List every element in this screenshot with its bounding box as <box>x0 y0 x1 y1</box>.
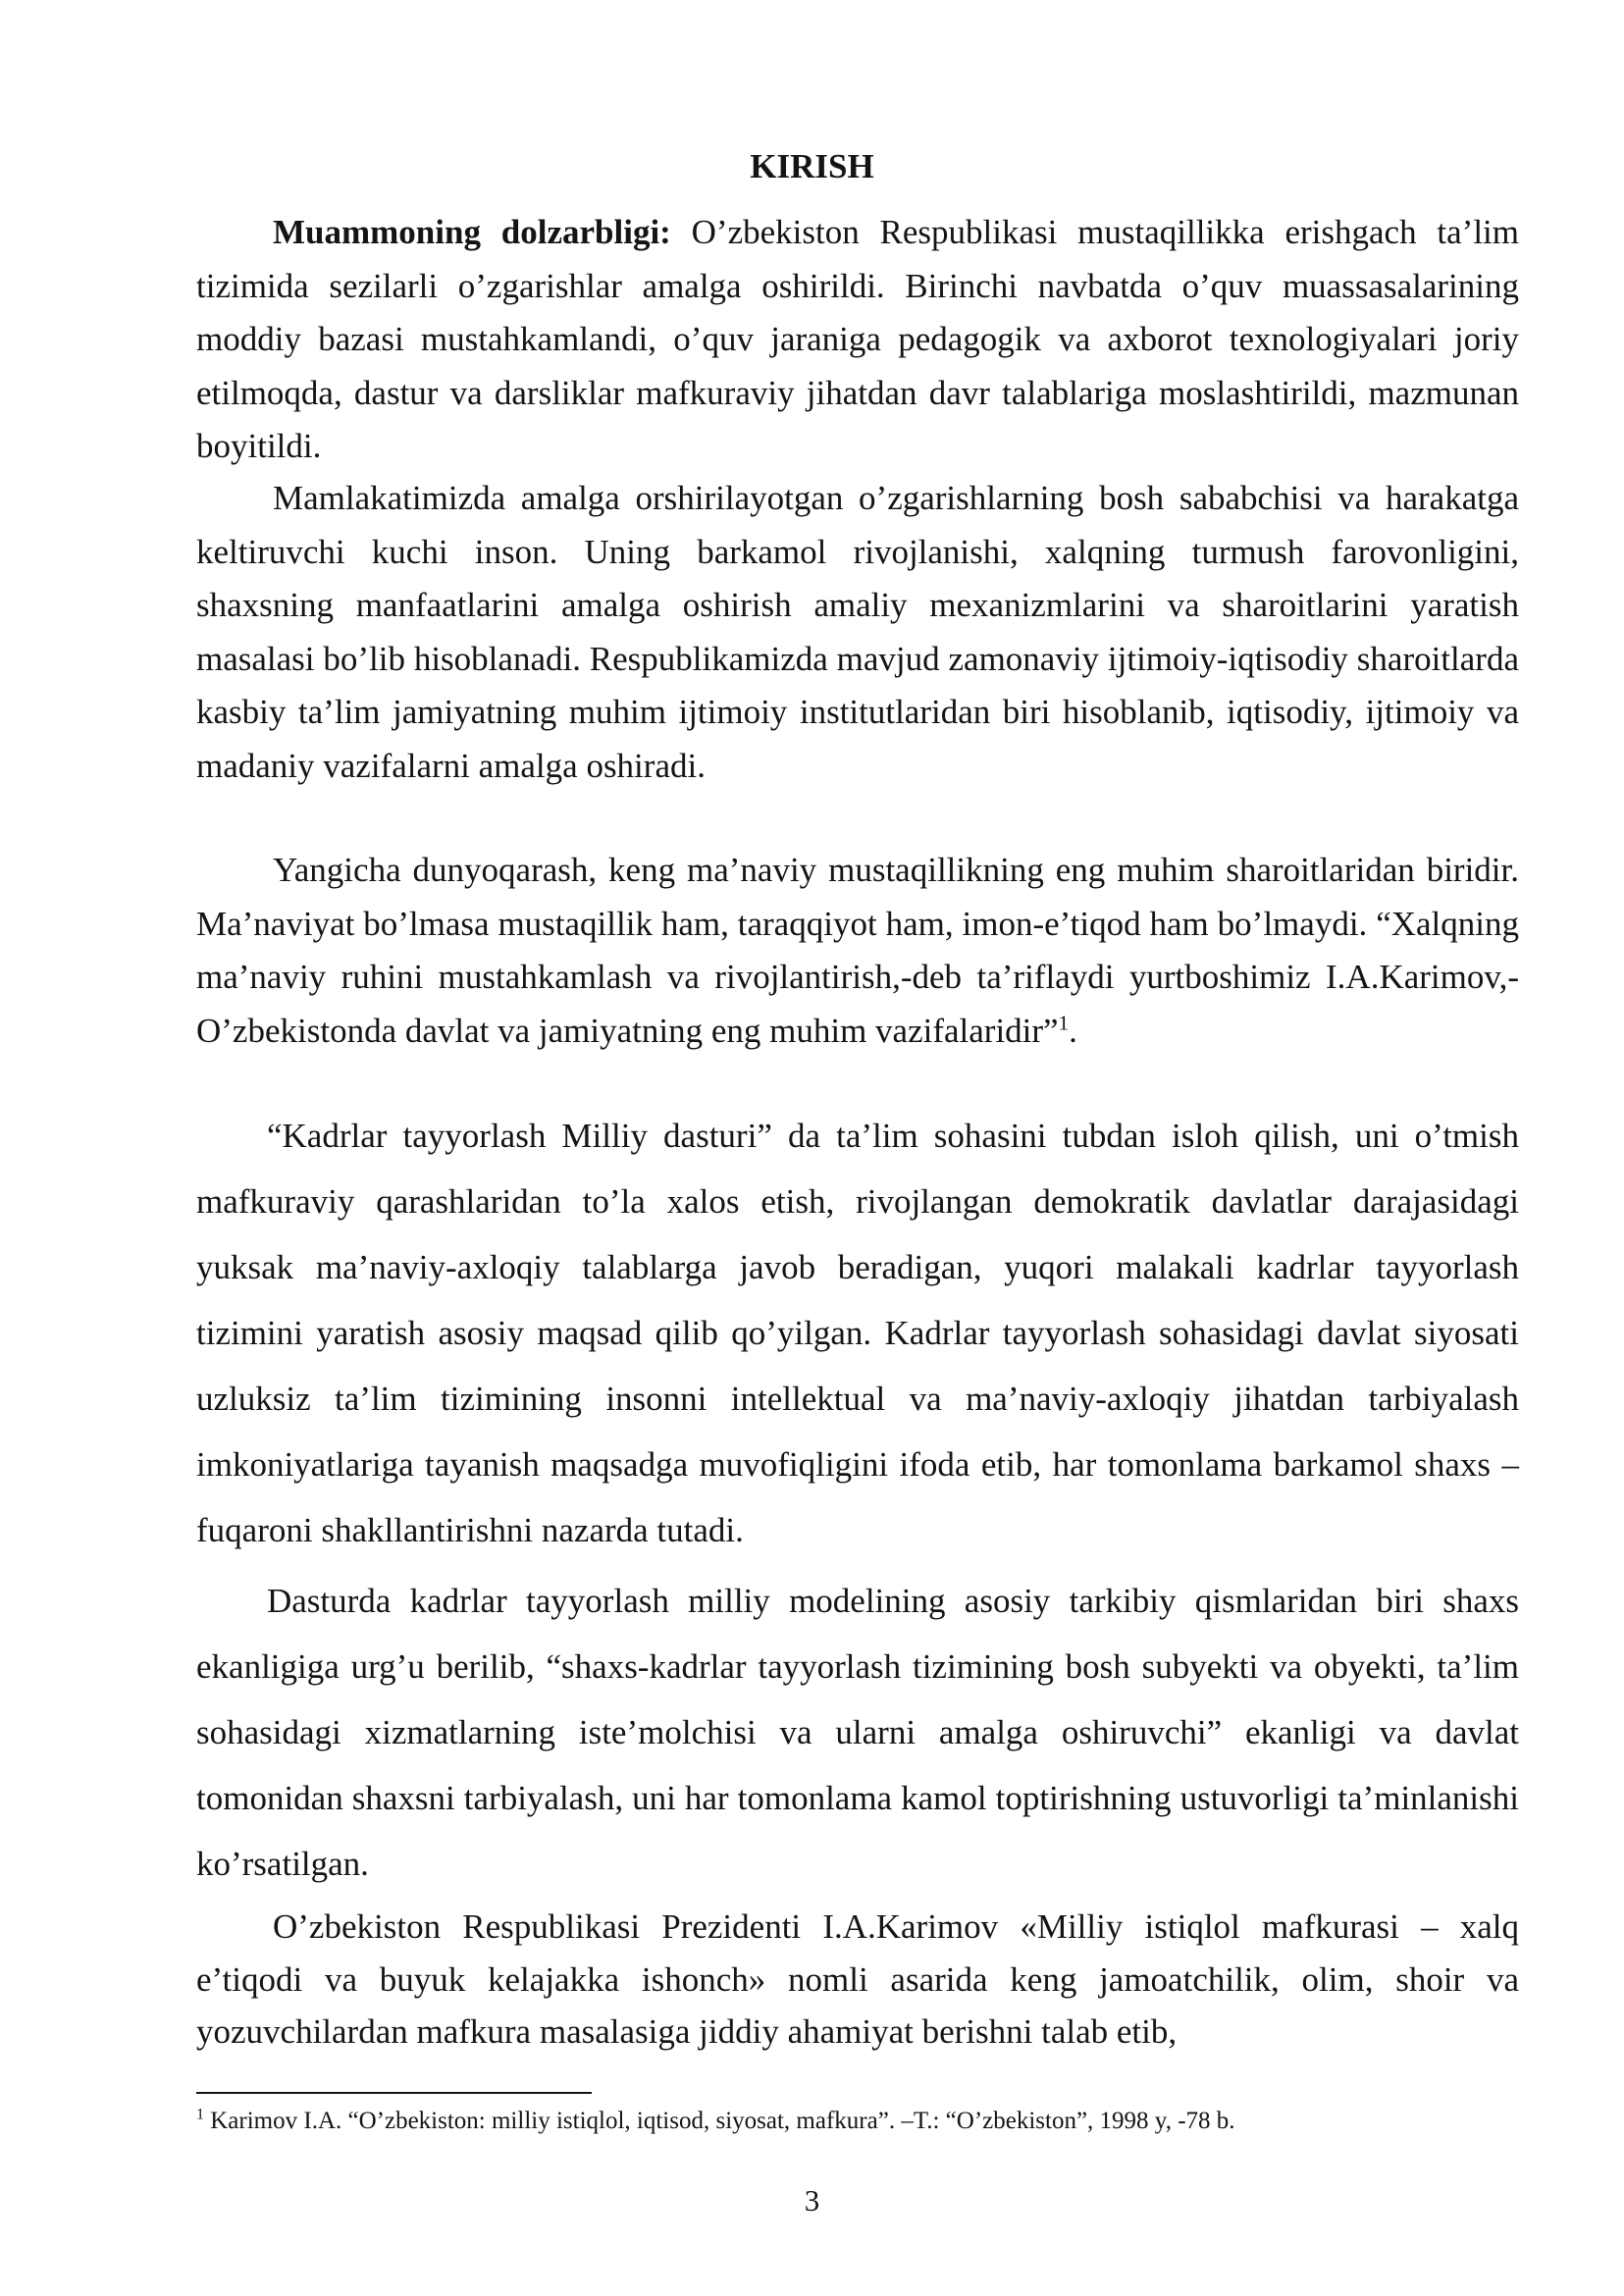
page-number: 3 <box>804 2183 820 2218</box>
page-title: KIRISH <box>750 147 874 185</box>
footnote-marker: 1 <box>196 2106 204 2123</box>
paragraph-president <box>196 1901 1519 2059</box>
footnote <box>196 2106 1519 2137</box>
paragraph-end: . <box>1069 1011 1077 1050</box>
paragraph-text: Dasturda kadrlar tayyorlash milliy modelining asosiy tarkibiy qismlaridan biri shaxs ekanligiga urg’u berilib, “shaxs-kadrlar tayyorlash tizimining bosh subyekti va obyekti, ta’lim sohasidagi xizmatlarning iste’molchisi va ularni amalga oshiruvchi” ekanligi va davlat tomonidan shaxsni tarbiyalash, uni har tomonlama kamol toptirishning ustuvorligi ta’minlanishi ko’rsatilgan. <box>196 1582 1519 1883</box>
paragraph-program-model <box>196 1568 1519 1897</box>
paragraph-text: “Kadrlar tayyorlash Milliy dasturi” da ta’lim sohasini tubdan isloh qilish, uni o’tmish mafkuraviy qarashlaridan to’la xalos etish, rivojlangan demokratik davlatlar darajasidagi yuksak ma’naviy-axloqiy talablarga javob beradigan, yuqori malakali kadrlar tayyorlash tizimini yaratish asosiy maqsad qilib qo’yilgan. Kadrlar tayyorlash sohasidagi davlat siyosati uzluksiz ta’lim tizimining insonni intellektual va ma’naviy-axloqiy jihatdan tarbiyalash imkoniyatlariga tayanish maqsadga muvofiqligini ifoda etib, har tomonlama barkamol shaxs – fuqaroni shakllantirishni nazarda tutadi. <box>196 1117 1519 1549</box>
paragraph-national-program <box>196 1103 1519 1563</box>
paragraph-text: O’zbekiston Respublikasi Prezidenti I.A.Karimov «Milliy istiqlol mafkurasi – xalq e’tiqodi va buyuk kelajakka ishonch» nomli asarida keng jamoatchilik, olim, shoir va yozuvchilardan mafkura masalasiga jiddiy ahamiyat berishni talab etib, <box>196 1907 1519 2051</box>
footnote-reference[interactable]: 1 <box>1058 1010 1070 1034</box>
footnote-separator <box>196 2092 592 2094</box>
paragraph-text: O’zbekiston Respublikasi mustaqillikka erishgach ta’lim tizimida sezilarli o’zgarishlar amalga oshirildi. Birinchi navbatda o’quv muassasalarining moddiy bazasi mustahkamlandi, o’quv jaraniga pedagogik va axborot texnologiyalari joriy etilmoqda, dastur va darsliklar mafkuraviy jihatdan davr talablariga moslashtirildi, mazmunan boyitildi. <box>196 213 1519 465</box>
paragraph-lead: Muammoning dolzarbligi: <box>273 213 671 251</box>
paragraph-reforms <box>196 472 1519 793</box>
paragraph-spirituality <box>196 844 1519 1058</box>
paragraph-text: Yangicha dunyoqarash, keng ma’naviy mustaqillikning eng muhim sharoitlaridan biridir. Ma’naviyat bo’lmasa mustaqillik ham, taraqqiyot ham, imon-e’tiqod ham bo’lmaydi. “Xalqning ma’naviy ruhini mustahkamlash va rivojlantirish,-deb ta’riflaydi yurtboshimiz I.A.Karimov,-O’zbekistonda davlat va jamiyatning eng muhim vazifalaridir” <box>196 851 1519 1050</box>
footnote-text: Karimov I.A. “O’zbekiston: milliy istiqlol, iqtisod, siyosat, mafkura”. –T.: “O’zbekiston”, 1998 y, -78 b. <box>204 2108 1235 2134</box>
paragraph-text: Mamlakatimizda amalga orshirilayotgan o’zgarishlarning bosh sababchisi va harakatga keltiruvchi kuchi inson. Uning barkamol rivojlanishi, xalqning turmush farovonligini, shaxsning manfaatlarini amalga oshirish amaliy mexanizmlarini va sharoitlarini yaratish masalasi bo’lib hisoblanadi. Respublikamizda mavjud zamonaviy ijtimoiy-iqtisodiy sharoitlarda kasbiy ta’lim jamiyatning muhim ijtimoiy institutlaridan biri hisoblanib, iqtisodiy, ijtimoiy va madaniy vazifalarni amalga oshiradi. <box>196 479 1519 785</box>
paragraph-relevance <box>196 206 1519 474</box>
